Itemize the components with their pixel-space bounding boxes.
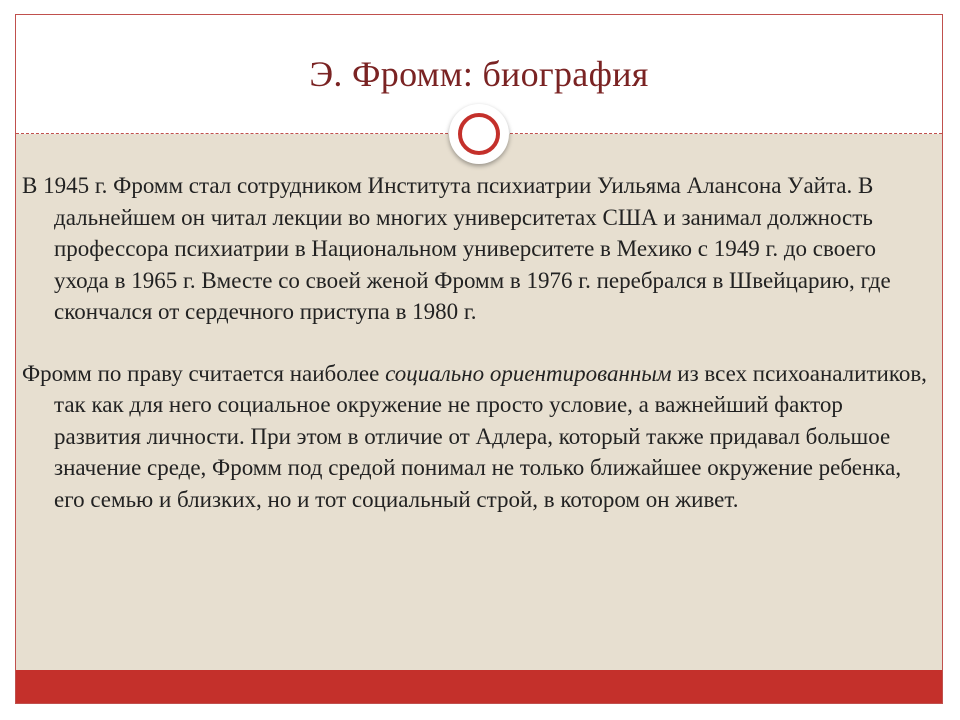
emphasized-phrase: социально ориентированным: [385, 360, 672, 386]
paragraph-text-start: Фромм по праву считается наиболее: [22, 360, 386, 386]
paragraph-text-end: из всех психоаналитиков, так как для него социальное окружение не просто условие, а важнейший фактор развития личности. При этом в отличие от Адлера, который также придавал большое значение среде, Фромм под средой понимал не только ближайшее окружение ребенка, его семью и близких, но и тот социальный строй, в котором он живет.: [54, 360, 927, 512]
body-text: [22, 170, 934, 515]
paragraph-biography: В 1945 г. Фромм стал сотрудником Института психиатрии Уильяма Алансона Уайта. В дальнейшем он читал лекции во многих университетах США и занимал должность профессора психиатрии в Национальном университете в Мехико с 1949 г. до своего ухода в 1965 г. Вместе со своей женой Фромм в 1976 г. перебрался в Швейцарию, где скончался от сердечного приступа в 1980 г.: [22, 173, 891, 324]
slide-title: Э. Фромм: биография: [309, 54, 649, 94]
paragraph-social-orientation: [22, 358, 934, 516]
circle-ornament-icon: [449, 104, 509, 164]
